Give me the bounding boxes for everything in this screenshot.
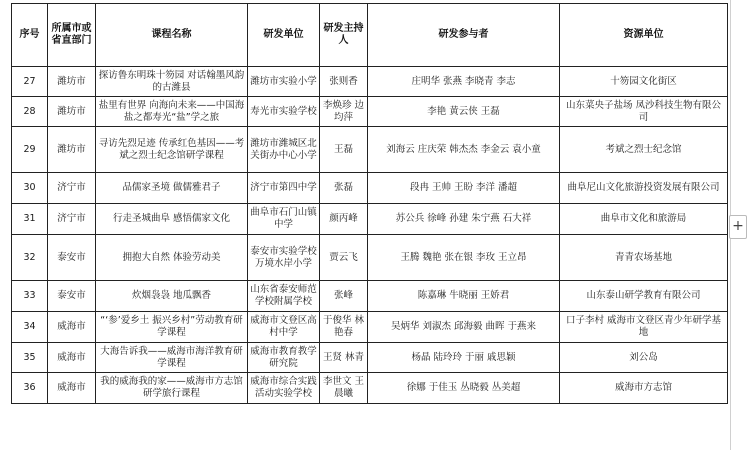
cell-unit: 威海市文登区高村中学 xyxy=(248,312,320,343)
cell-course: 行走圣城曲阜 感悟儒家文化 xyxy=(96,204,248,235)
cell-resource: 曲阜尼山文化旅游投资发展有限公司 xyxy=(560,173,728,204)
cell-host: 张峰 xyxy=(320,281,368,312)
cell-city: 泰安市 xyxy=(48,281,96,312)
header-members: 研发参与者 xyxy=(368,4,560,67)
cell-course: 炊烟袅袅 地瓜飘香 xyxy=(96,281,248,312)
header-city: 所属市或省直部门 xyxy=(48,4,96,67)
cell-unit: 山东省泰安师范学校附属学校 xyxy=(248,281,320,312)
table-row xyxy=(12,127,728,173)
header-host: 研发主持人 xyxy=(320,4,368,67)
cell-resource: 刘公岛 xyxy=(560,343,728,373)
cell-members: 李艳 黄云侠 王磊 xyxy=(368,97,560,127)
cell-resource: 山东菜央子盐场 凤沙科技生物有限公司 xyxy=(560,97,728,127)
cell-members: 刘海云 庄庆荣 韩杰杰 李金云 袁小童 xyxy=(368,127,560,173)
cell-no: 33 xyxy=(12,281,48,312)
cell-unit: 曲阜市石门山镇中学 xyxy=(248,204,320,235)
cell-city: 威海市 xyxy=(48,343,96,373)
cell-unit: 威海市教育教学研究院 xyxy=(248,343,320,373)
cell-course: “‘参’爱乡土 振兴乡村”劳动教育研学课程 xyxy=(96,312,248,343)
cell-resource: 青青农场基地 xyxy=(560,235,728,281)
cell-course: 盐里有世界 向海向未来——中国海盐之都寿光“盐”学之旅 xyxy=(96,97,248,127)
cell-course: 拥抱大自然 体验劳动美 xyxy=(96,235,248,281)
cell-host: 张则香 xyxy=(320,67,368,97)
cell-no: 28 xyxy=(12,97,48,127)
cell-unit: 潍坊市实验小学 xyxy=(248,67,320,97)
cell-course: 品儒家圣境 做儒雅君子 xyxy=(96,173,248,204)
header-resource: 资源单位 xyxy=(560,4,728,67)
cell-resource: 十笏园文化街区 xyxy=(560,67,728,97)
cell-no: 29 xyxy=(12,127,48,173)
cell-members: 段冉 王帅 王盼 李洋 潘超 xyxy=(368,173,560,204)
expand-plus-button[interactable]: + xyxy=(729,215,747,239)
table-row xyxy=(12,204,728,235)
cell-city: 潍坊市 xyxy=(48,127,96,173)
cell-members: 王腾 魏艳 张在银 李玫 王立昂 xyxy=(368,235,560,281)
cell-host: 王贤 林青 xyxy=(320,343,368,373)
cell-host: 张磊 xyxy=(320,173,368,204)
cell-city: 泰安市 xyxy=(48,235,96,281)
cell-no: 35 xyxy=(12,343,48,373)
cell-course: 我的威海我的家——威海市方志馆研学旅行课程 xyxy=(96,373,248,404)
table-row xyxy=(12,281,728,312)
cell-unit: 潍坊市潍城区北关街办中心小学 xyxy=(248,127,320,173)
cell-no: 30 xyxy=(12,173,48,204)
cell-no: 27 xyxy=(12,67,48,97)
cell-no: 31 xyxy=(12,204,48,235)
cell-no: 34 xyxy=(12,312,48,343)
cell-host: 李世文 王晨曦 xyxy=(320,373,368,404)
cell-city: 潍坊市 xyxy=(48,97,96,127)
cell-no: 36 xyxy=(12,373,48,404)
cell-resource: 山东泰山研学教育有限公司 xyxy=(560,281,728,312)
cell-unit: 泰安市实验学校万境水岸小学 xyxy=(248,235,320,281)
cell-host: 颜丙峰 xyxy=(320,204,368,235)
table-row xyxy=(12,373,728,404)
table-row xyxy=(12,97,728,127)
cell-course: 大海告诉我——威海市海洋教育研学课程 xyxy=(96,343,248,373)
cell-course: 探访鲁东明珠十笏园 对话翰墨风韵的古潍县 xyxy=(96,67,248,97)
table-row xyxy=(12,67,728,97)
cell-resource: 考斌之烈士纪念馆 xyxy=(560,127,728,173)
cell-members: 徐娜 于佳玉 丛晓毅 丛美超 xyxy=(368,373,560,404)
cell-resource: 口子李村 威海市文登区青少年研学基地 xyxy=(560,312,728,343)
header-row xyxy=(12,4,728,67)
table-row xyxy=(12,343,728,373)
cell-city: 潍坊市 xyxy=(48,67,96,97)
cell-unit: 威海市综合实践活动实验学校 xyxy=(248,373,320,404)
header-no: 序号 xyxy=(12,4,48,67)
cell-resource: 威海市方志馆 xyxy=(560,373,728,404)
cell-host: 李焕珍 边均萍 xyxy=(320,97,368,127)
table-row xyxy=(12,173,728,204)
cell-city: 济宁市 xyxy=(48,173,96,204)
cell-resource: 曲阜市文化和旅游局 xyxy=(560,204,728,235)
table-row xyxy=(12,312,728,343)
cell-members: 庄明华 张燕 李晓青 李志 xyxy=(368,67,560,97)
cell-unit: 济宁市第四中学 xyxy=(248,173,320,204)
cell-city: 济宁市 xyxy=(48,204,96,235)
cell-no: 32 xyxy=(12,235,48,281)
table-body xyxy=(12,67,728,404)
table-row xyxy=(12,235,728,281)
cell-course: 寻访先烈足迹 传承红色基因——考斌之烈士纪念馆研学课程 xyxy=(96,127,248,173)
cell-host: 于俊华 林艳春 xyxy=(320,312,368,343)
header-course: 课程名称 xyxy=(96,4,248,67)
header-unit: 研发单位 xyxy=(248,4,320,67)
cell-members: 杨晶 陆玲玲 于丽 戚思颖 xyxy=(368,343,560,373)
cell-members: 苏公兵 徐峰 孙建 朱宁燕 石大祥 xyxy=(368,204,560,235)
cell-city: 威海市 xyxy=(48,312,96,343)
cell-members: 陈嘉琳 牛晓丽 王娇君 xyxy=(368,281,560,312)
cell-city: 威海市 xyxy=(48,373,96,404)
cell-host: 王磊 xyxy=(320,127,368,173)
course-table xyxy=(11,3,728,404)
cell-unit: 寿光市实验学校 xyxy=(248,97,320,127)
cell-members: 吴炳华 刘淑杰 邱海毅 曲晖 于燕来 xyxy=(368,312,560,343)
cell-host: 贾云飞 xyxy=(320,235,368,281)
